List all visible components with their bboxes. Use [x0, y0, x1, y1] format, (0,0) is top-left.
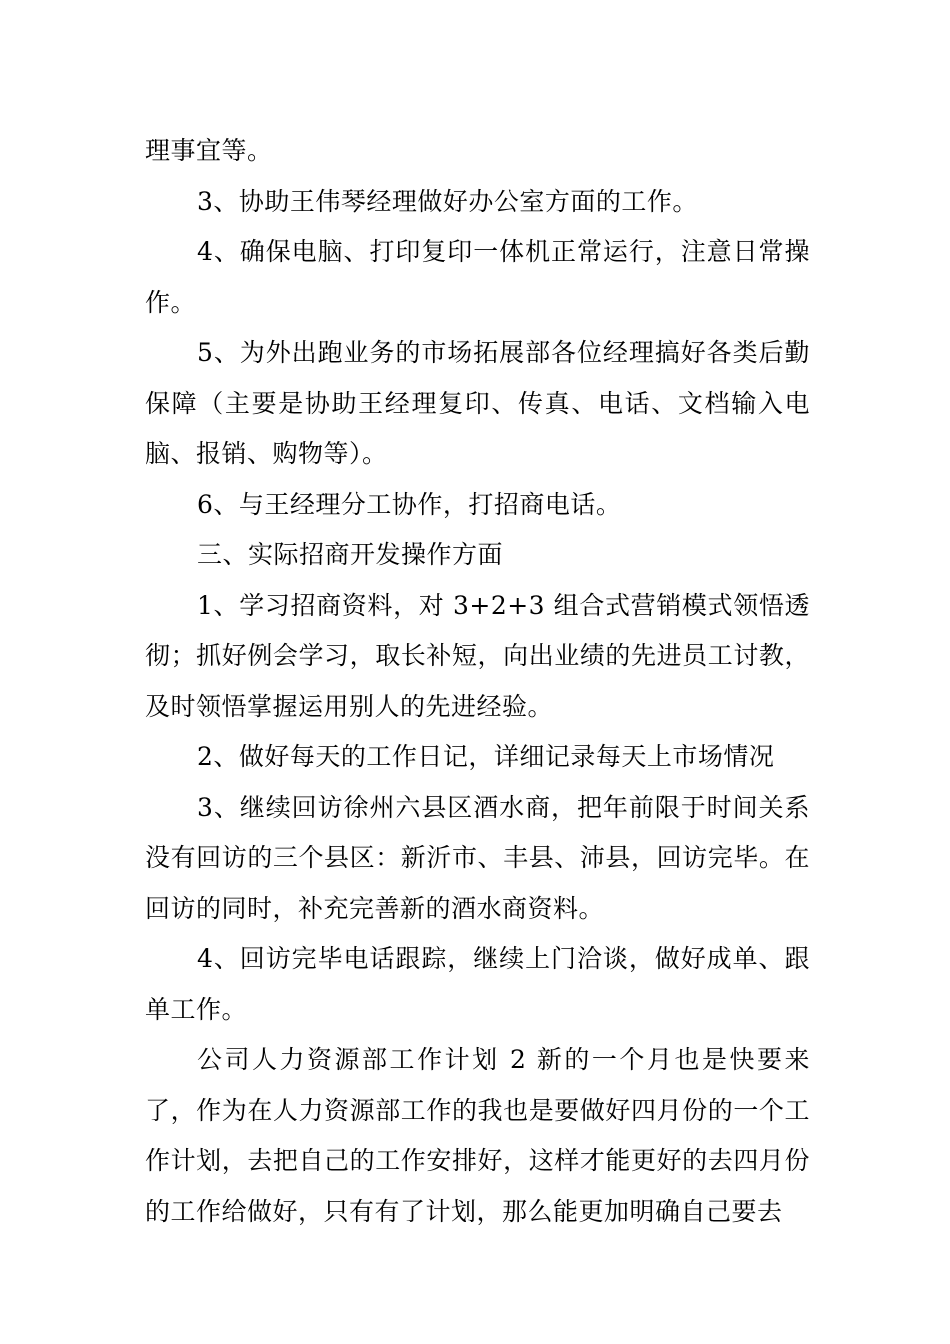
paragraph-item-3-office-work: 3、协助王伟琴经理做好办公室方面的工作。	[197, 186, 698, 216]
paragraph-hr-plan-intro: 公司人力资源部工作计划 2 新的一个月也是快要来了，作为在人力资源部工作的我也是要做好四月份的一个工作计划，去把自己的工作安排好，这样才能更好的去四月份的工作给做好，只有有了计划，那么能更加明确自己要去	[145, 1045, 810, 1226]
paragraph-item-5-logistics: 5、为外出跑业务的市场拓展部各位经理搞好各类后勤保障（主要是协助王经理复印、传真、电话、文档输入电脑、报销、购物等）。	[145, 338, 810, 468]
paragraph-item-2-diary: 2、做好每天的工作日记，详细记录每天上市场情况	[197, 742, 775, 771]
document-body	[145, 126, 810, 1237]
section-heading-3: 三、实际招商开发操作方面	[197, 540, 504, 569]
paragraph-item-3-visits: 3、继续回访徐州六县区酒水商，把年前限于时间关系没有回访的三个县区：新沂市、丰县、沛县，回访完毕。在回访的同时，补充完善新的酒水商资料。	[145, 792, 810, 923]
paragraph-item-4-equipment: 4、确保电脑、打印复印一体机正常运行，注意日常操作。	[145, 237, 810, 317]
paragraph-continuation: 理事宜等。	[145, 136, 273, 165]
paragraph-item-4-followup: 4、回访完毕电话跟踪，继续上门洽谈，做好成单、跟单工作。	[145, 944, 810, 1024]
paragraph-item-1-study: 1、学习招商资料，对 3+2+3 组合式营销模式领悟透彻；抓好例会学习，取长补短，向出业绩的先进员工讨教，及时领悟掌握运用别人的先进经验。	[145, 590, 810, 721]
paragraph-item-6-calls: 6、与王经理分工协作，打招商电话。	[197, 489, 622, 519]
